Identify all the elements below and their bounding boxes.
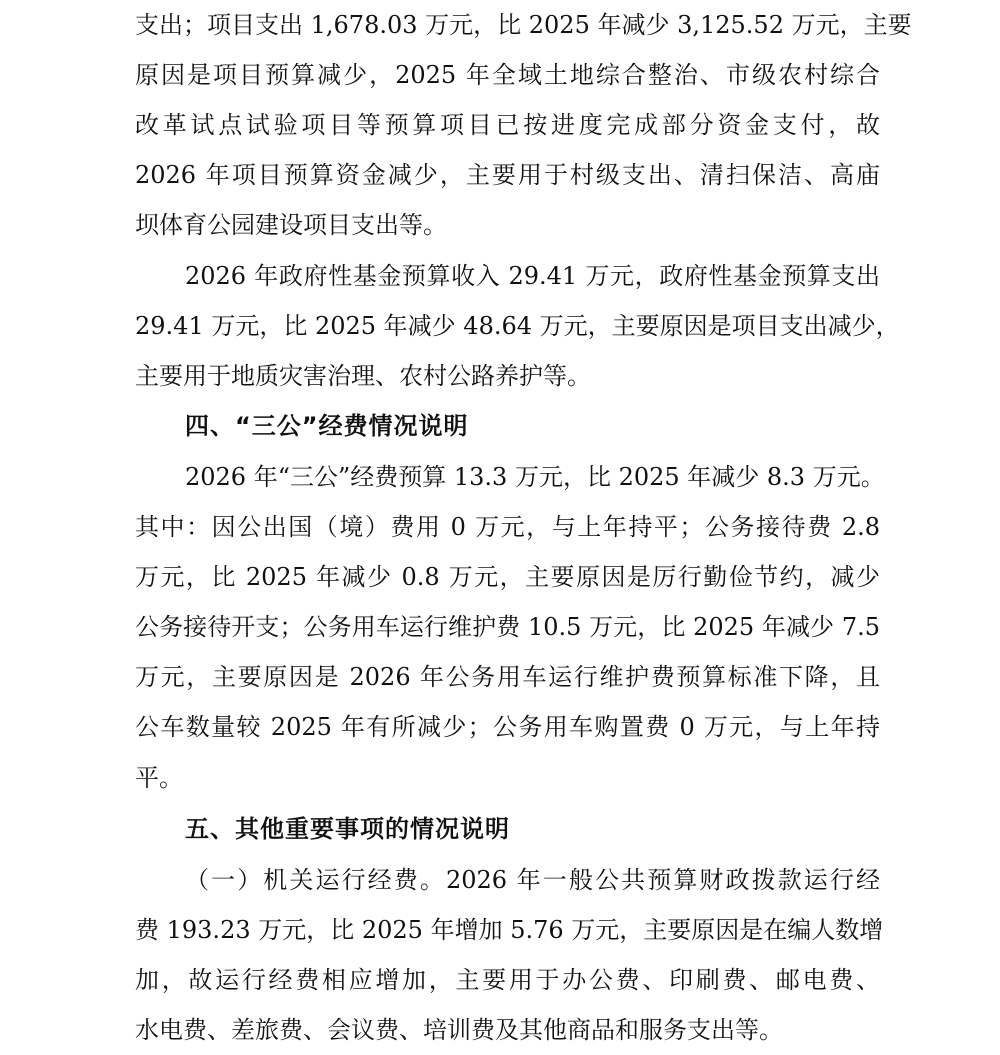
text-line: 主要用于地质灾害治理、农村公路养护等。	[135, 362, 591, 390]
text-line: 费 193.23 万元，比 2025 年增加 5.76 万元，主要原因是在编人数增	[135, 916, 884, 944]
text-line: 平。	[135, 764, 183, 792]
text-line: 原因是项目预算减少，2025 年全域土地综合整治、市级农村综合	[135, 61, 880, 89]
text-line: 万元，比 2025 年减少 0.8 万元，主要原因是厉行勤俭节约，减少	[135, 563, 880, 591]
text-line: 改革试点试验项目等预算项目已按进度完成部分资金支付，故	[135, 111, 880, 139]
text-line: 万元，主要原因是 2026 年公务用车运行维护费预算标准下降，且	[135, 663, 880, 691]
text-line: 支出；项目支出 1,678.03 万元，比 2025 年减少 3,125.52 万元，主要	[135, 11, 912, 39]
text-line: （一）机关运行经费。2026 年一般公共预算财政拨款运行经	[185, 866, 880, 894]
text-line: 29.41 万元，比 2025 年减少 48.64 万元，主要原因是项目支出减少，	[135, 312, 900, 340]
text-line: 公车数量较 2025 年有所减少；公务用车购置费 0 万元，与上年持	[135, 713, 880, 741]
section-heading: 五、其他重要事项的情况说明	[185, 815, 510, 843]
section-heading: 四、“三公”经费情况说明	[185, 412, 469, 440]
text-line: 水电费、差旅费、会议费、培训费及其他商品和服务支出等。	[135, 1016, 783, 1044]
text-line: 公务接待开支；公务用车运行维护费 10.5 万元，比 2025 年减少 7.5	[135, 613, 880, 641]
text-line: 2026 年“三公”经费预算 13.3 万元，比 2025 年减少 8.3 万元。	[185, 463, 885, 491]
text-line: 加，故运行经费相应增加，主要用于办公费、印刷费、邮电费、	[135, 966, 880, 994]
text-line: 2026 年政府性基金预算收入 29.41 万元，政府性基金预算支出	[185, 262, 880, 290]
text-line: 其中：因公出国（境）费用 0 万元，与上年持平；公务接待费 2.8	[135, 513, 880, 541]
text-line: 坝体育公园建设项目支出等。	[135, 211, 447, 239]
text-line: 2026 年项目预算资金减少，主要用于村级支出、清扫保洁、高庙	[135, 161, 880, 189]
